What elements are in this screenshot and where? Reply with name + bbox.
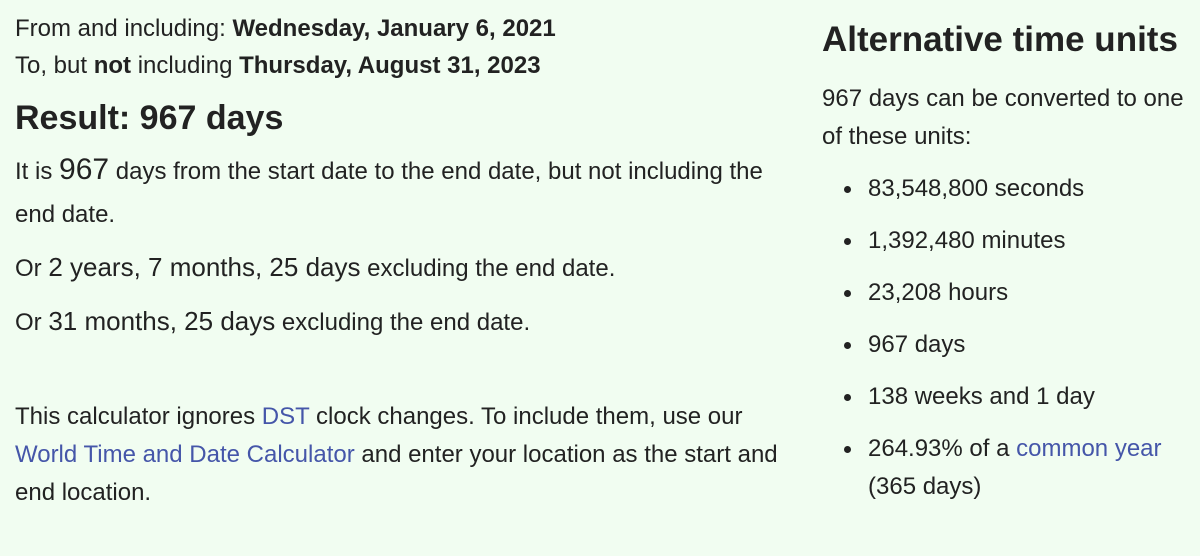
days-number: 967: [59, 153, 110, 186]
to-date: Thursday, August 31, 2023: [239, 52, 541, 79]
unit-seconds: [822, 170, 1192, 208]
ymd-value: 2 years, 7 months, 25 days: [48, 252, 361, 282]
alternative-units-title: Alternative time units: [822, 20, 1178, 59]
note-text2: clock changes. To include them, use our: [309, 403, 743, 430]
dst-note: [15, 398, 795, 512]
result-title: Result: 967 days: [15, 99, 284, 137]
unit-common-year: [822, 430, 1192, 506]
to-not: not: [93, 52, 132, 79]
p2-suffix: excluding the end date.: [360, 255, 616, 282]
alternative-units-intro: 967 days can be converted to one of these units:: [822, 85, 1184, 150]
to-line: [15, 47, 795, 84]
unit-seconds-text: 83,548,800 seconds: [868, 175, 1085, 202]
months-value: 31 months, 25 days: [48, 306, 276, 336]
bullet-icon: [844, 186, 851, 193]
units-list: [822, 170, 1192, 506]
world-time-calculator-link[interactable]: World Time and Date Calculator: [15, 441, 355, 468]
result-days-sentence: [15, 148, 795, 236]
unit-weeks-text: 138 weeks and 1 day: [868, 383, 1095, 410]
note-text1: This calculator ignores: [15, 403, 262, 430]
unit-days-text: 967 days: [868, 331, 966, 358]
bullet-icon: [844, 394, 851, 401]
p3-prefix: Or: [15, 309, 49, 336]
unit-minutes-text: 1,392,480 minutes: [868, 227, 1066, 254]
alternative-units-panel: [822, 12, 1192, 520]
unit-weeks: [822, 378, 1192, 416]
result-ymd-sentence: [15, 246, 795, 290]
to-prefix: To, but: [15, 52, 94, 79]
unit-days: [822, 326, 1192, 364]
bullet-icon: [844, 446, 851, 453]
p1-suffix: days from the start date to the end date, but not including the end date.: [15, 158, 763, 228]
from-date: Wednesday, January 6, 2021: [232, 15, 556, 42]
p1-prefix: It is: [15, 158, 60, 185]
dst-link[interactable]: DST: [261, 403, 310, 430]
result-months-sentence: [15, 300, 795, 344]
note-text3: and enter your location as the start and end location.: [15, 441, 778, 506]
common-year-link[interactable]: common year: [1016, 435, 1162, 462]
p3-suffix: excluding the end date.: [275, 309, 531, 336]
bullet-icon: [844, 342, 851, 349]
bullet-icon: [844, 238, 851, 245]
unit-hours-text: 23,208 hours: [868, 279, 1009, 306]
to-mid: including: [131, 52, 240, 79]
from-prefix: From and including:: [15, 15, 233, 42]
unit-minutes: [822, 222, 1192, 260]
p2-prefix: Or: [15, 255, 49, 282]
unit-hours: [822, 274, 1192, 312]
unit-year-suffix: (365 days): [868, 473, 982, 500]
unit-year-prefix: 264.93% of a: [868, 435, 1017, 462]
result-panel: [15, 10, 795, 512]
from-line: [15, 10, 795, 47]
bullet-icon: [844, 290, 851, 297]
